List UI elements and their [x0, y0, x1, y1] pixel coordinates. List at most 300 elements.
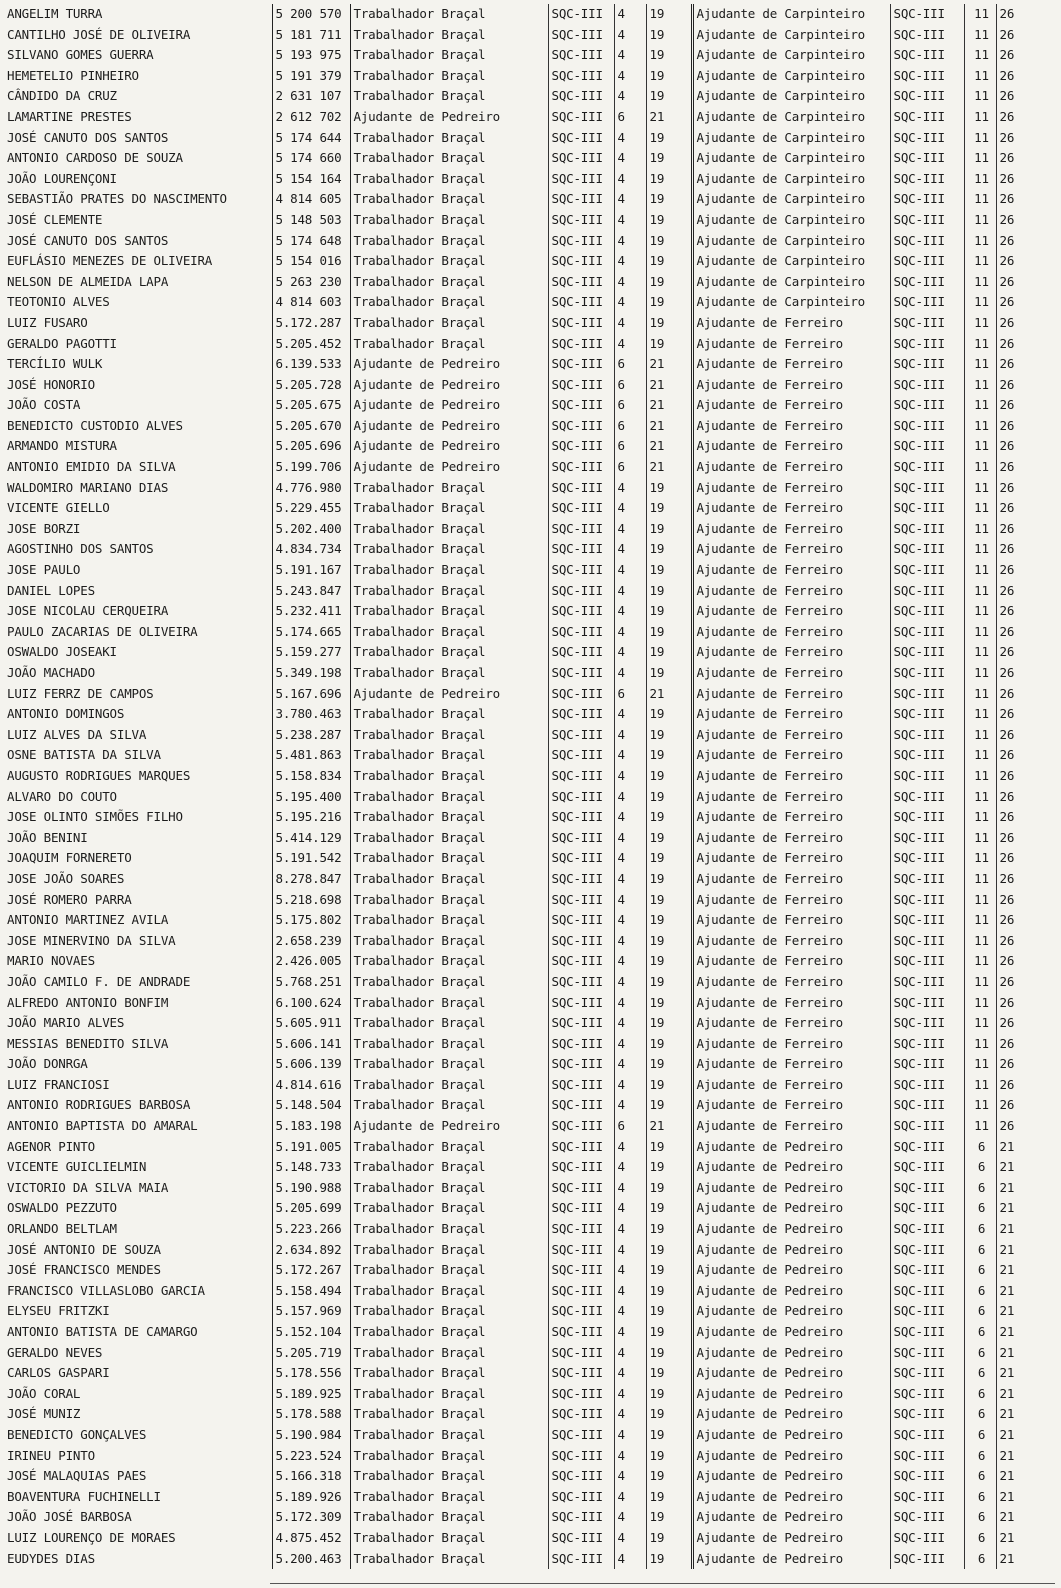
current-level-cell: 19 [646, 1157, 692, 1178]
current-class-cell: SQC-III [548, 581, 614, 602]
current-function-cell: Trabalhador Braçal [350, 1240, 548, 1261]
new-function-cell: Ajudante de Ferreiro [692, 725, 890, 746]
employee-name-cell: MESSIAS BENEDITO SILVA [4, 1034, 272, 1055]
new-function-cell: Ajudante de Pedreiro [692, 1137, 890, 1158]
table-row [4, 1549, 1054, 1570]
new-function-cell: Ajudante de Pedreiro [692, 1198, 890, 1219]
current-function-cell: Trabalhador Braçal [350, 313, 548, 334]
new-class-cell: SQC-III [890, 45, 964, 66]
employee-name-cell: JOÃO LOURENÇONI [4, 169, 272, 190]
new-level-cell: 26 [999, 912, 1015, 928]
current-reference-cell: 4 [614, 1301, 646, 1322]
new-function-cell: Ajudante de Ferreiro [692, 416, 890, 437]
employee-name-cell: NELSON DE ALMEIDA LAPA [4, 272, 272, 293]
new-class-cell: SQC-III [890, 251, 964, 272]
current-reference-cell: 6 [614, 416, 646, 437]
current-class-cell: SQC-III [548, 1260, 614, 1281]
current-reference-cell: 4 [614, 622, 646, 643]
current-level-cell: 19 [646, 1322, 692, 1343]
current-function-cell: Trabalhador Braçal [350, 931, 548, 952]
new-level-cell: 26 [999, 273, 1015, 289]
current-function-cell: Ajudante de Pedreiro [350, 457, 548, 478]
registration-number-cell: 5.158.834 [272, 766, 350, 787]
personnel-roll-table [4, 4, 1054, 1569]
new-function-cell: Ajudante de Pedreiro [692, 1363, 890, 1384]
table-row [4, 128, 1054, 149]
new-function-cell: Ajudante de Carpinteiro [692, 148, 890, 169]
new-level-cell: 21 [999, 1303, 1015, 1319]
new-reference-cell: 11 [964, 828, 996, 849]
current-function-cell: Trabalhador Braçal [350, 828, 548, 849]
table-row [4, 1198, 1054, 1219]
current-class-cell: SQC-III [548, 642, 614, 663]
table-row [4, 148, 1054, 169]
current-reference-cell: 4 [614, 766, 646, 787]
new-level-cell: 26 [999, 479, 1015, 495]
current-function-cell: Trabalhador Braçal [350, 1507, 548, 1528]
new-level-cell: 26 [999, 1056, 1015, 1072]
new-function-cell: Ajudante de Carpinteiro [692, 251, 890, 272]
table-row [4, 395, 1054, 416]
current-level-cell: 19 [646, 931, 692, 952]
new-level-cell: 26 [999, 706, 1015, 722]
current-level-cell: 19 [646, 745, 692, 766]
current-level-cell: 19 [646, 1095, 692, 1116]
registration-number-cell: 5.606.139 [272, 1054, 350, 1075]
new-reference-cell: 11 [964, 622, 996, 643]
new-reference-cell: 11 [964, 539, 996, 560]
new-class-cell: SQC-III [890, 1157, 964, 1178]
current-class-cell: SQC-III [548, 1384, 614, 1405]
new-reference-cell: 6 [964, 1137, 996, 1158]
current-reference-cell: 4 [614, 313, 646, 334]
new-level-cell: 26 [999, 1118, 1015, 1134]
new-level-cell: 26 [999, 1035, 1015, 1051]
new-class-cell: SQC-III [890, 1013, 964, 1034]
table-row [4, 931, 1054, 952]
new-function-cell: Ajudante de Ferreiro [692, 436, 890, 457]
current-level-cell: 19 [646, 828, 692, 849]
table-row [4, 1240, 1054, 1261]
table-row [4, 1322, 1054, 1343]
new-class-cell: SQC-III [890, 1075, 964, 1096]
current-reference-cell: 6 [614, 1116, 646, 1137]
current-reference-cell: 4 [614, 910, 646, 931]
new-class-cell: SQC-III [890, 1404, 964, 1425]
current-level-cell: 19 [646, 539, 692, 560]
current-function-cell: Trabalhador Braçal [350, 1281, 548, 1302]
current-function-cell: Trabalhador Braçal [350, 1178, 548, 1199]
registration-number-cell: 6.100.624 [272, 993, 350, 1014]
current-function-cell: Trabalhador Braçal [350, 1034, 548, 1055]
current-reference-cell: 4 [614, 1507, 646, 1528]
current-level-cell: 19 [646, 66, 692, 87]
new-reference-cell: 11 [964, 25, 996, 46]
current-level-cell: 19 [646, 581, 692, 602]
employee-name-cell: JOSÉ HONORIO [4, 375, 272, 396]
registration-number-cell: 2.634.892 [272, 1240, 350, 1261]
current-level-cell: 19 [646, 951, 692, 972]
current-class-cell: SQC-III [548, 1487, 614, 1508]
current-function-cell: Trabalhador Braçal [350, 663, 548, 684]
current-level-cell: 19 [646, 478, 692, 499]
new-function-cell: Ajudante de Ferreiro [692, 478, 890, 499]
new-reference-cell: 6 [964, 1343, 996, 1364]
current-level-cell: 19 [646, 313, 692, 334]
new-function-cell: Ajudante de Ferreiro [692, 581, 890, 602]
table-row [4, 1054, 1054, 1075]
registration-number-cell: 2 631 107 [272, 86, 350, 107]
table-row [4, 272, 1054, 293]
registration-number-cell: 5 154 164 [272, 169, 350, 190]
current-level-cell: 19 [646, 1507, 692, 1528]
current-class-cell: SQC-III [548, 1219, 614, 1240]
current-class-cell: SQC-III [548, 272, 614, 293]
current-level-cell: 21 [646, 375, 692, 396]
new-class-cell: SQC-III [890, 993, 964, 1014]
new-class-cell: SQC-III [890, 1507, 964, 1528]
current-reference-cell: 4 [614, 560, 646, 581]
new-reference-cell: 11 [964, 128, 996, 149]
current-level-cell: 21 [646, 457, 692, 478]
table-row [4, 1404, 1054, 1425]
table-row [4, 4, 1054, 25]
new-level-cell: 26 [999, 1097, 1015, 1113]
registration-number-cell: 5.205.728 [272, 375, 350, 396]
current-level-cell: 19 [646, 910, 692, 931]
current-function-cell: Trabalhador Braçal [350, 910, 548, 931]
registration-number-cell: 6.139.533 [272, 354, 350, 375]
current-reference-cell: 4 [614, 1137, 646, 1158]
new-function-cell: Ajudante de Ferreiro [692, 951, 890, 972]
current-function-cell: Trabalhador Braçal [350, 1528, 548, 1549]
employee-name-cell: SEBASTIÃO PRATES DO NASCIMENTO [4, 189, 272, 210]
current-reference-cell: 4 [614, 931, 646, 952]
new-class-cell: SQC-III [890, 1198, 964, 1219]
table-row [4, 1075, 1054, 1096]
registration-number-cell: 5.189.926 [272, 1487, 350, 1508]
new-function-cell: Ajudante de Ferreiro [692, 1095, 890, 1116]
new-level-cell: 21 [999, 1200, 1015, 1216]
new-class-cell: SQC-III [890, 622, 964, 643]
new-function-cell: Ajudante de Carpinteiro [692, 86, 890, 107]
registration-number-cell: 2.426.005 [272, 951, 350, 972]
new-reference-cell: 11 [964, 807, 996, 828]
current-function-cell: Trabalhador Braçal [350, 1013, 548, 1034]
table-row [4, 1487, 1054, 1508]
current-reference-cell: 4 [614, 787, 646, 808]
registration-number-cell: 5.158.494 [272, 1281, 350, 1302]
current-class-cell: SQC-III [548, 478, 614, 499]
current-class-cell: SQC-III [548, 993, 614, 1014]
current-function-cell: Trabalhador Braçal [350, 1198, 548, 1219]
new-reference-cell: 11 [964, 375, 996, 396]
current-function-cell: Ajudante de Pedreiro [350, 107, 548, 128]
current-level-cell: 19 [646, 1363, 692, 1384]
current-level-cell: 19 [646, 890, 692, 911]
registration-number-cell: 5 263 230 [272, 272, 350, 293]
table-row [4, 1343, 1054, 1364]
current-level-cell: 19 [646, 1075, 692, 1096]
new-level-cell: 26 [999, 376, 1015, 392]
registration-number-cell: 5.606.141 [272, 1034, 350, 1055]
new-reference-cell: 6 [964, 1466, 996, 1487]
current-class-cell: SQC-III [548, 292, 614, 313]
current-reference-cell: 4 [614, 1404, 646, 1425]
table-row [4, 869, 1054, 890]
new-function-cell: Ajudante de Ferreiro [692, 972, 890, 993]
current-reference-cell: 4 [614, 848, 646, 869]
table-row [4, 1178, 1054, 1199]
registration-number-cell: 5.175.802 [272, 910, 350, 931]
current-level-cell: 19 [646, 787, 692, 808]
new-level-cell: 21 [999, 1468, 1015, 1484]
current-class-cell: SQC-III [548, 148, 614, 169]
employee-name-cell: AGENOR PINTO [4, 1137, 272, 1158]
new-reference-cell: 11 [964, 787, 996, 808]
current-reference-cell: 4 [614, 1219, 646, 1240]
new-function-cell: Ajudante de Pedreiro [692, 1281, 890, 1302]
new-level-cell: 26 [999, 170, 1015, 186]
registration-number-cell: 4.875.452 [272, 1528, 350, 1549]
current-class-cell: SQC-III [548, 869, 614, 890]
current-reference-cell: 4 [614, 1054, 646, 1075]
new-level-cell: 26 [999, 438, 1015, 454]
new-function-cell: Ajudante de Ferreiro [692, 1116, 890, 1137]
table-row [4, 1466, 1054, 1487]
new-class-cell: SQC-III [890, 1240, 964, 1261]
employee-name-cell: JOSÉ MUNIZ [4, 1404, 272, 1425]
employee-name-cell: AUGUSTO RODRIGUES MARQUES [4, 766, 272, 787]
registration-number-cell: 8.278.847 [272, 869, 350, 890]
table-row [4, 704, 1054, 725]
current-reference-cell: 4 [614, 807, 646, 828]
employee-name-cell: JOÃO CAMILO F. DE ANDRADE [4, 972, 272, 993]
table-row [4, 581, 1054, 602]
current-level-cell: 19 [646, 169, 692, 190]
table-row [4, 334, 1054, 355]
employee-name-cell: OSWALDO JOSEAKI [4, 642, 272, 663]
new-class-cell: SQC-III [890, 828, 964, 849]
current-class-cell: SQC-III [548, 684, 614, 705]
registration-number-cell: 5.159.277 [272, 642, 350, 663]
employee-name-cell: JOÃO JOSÉ BARBOSA [4, 1507, 272, 1528]
table-row [4, 1281, 1054, 1302]
new-class-cell: SQC-III [890, 766, 964, 787]
registration-number-cell: 5.229.455 [272, 498, 350, 519]
table-row [4, 766, 1054, 787]
new-reference-cell: 6 [964, 1549, 996, 1570]
new-class-cell: SQC-III [890, 354, 964, 375]
current-function-cell: Trabalhador Braçal [350, 498, 548, 519]
current-function-cell: Trabalhador Braçal [350, 890, 548, 911]
new-class-cell: SQC-III [890, 1137, 964, 1158]
new-function-cell: Ajudante de Ferreiro [692, 787, 890, 808]
new-reference-cell: 6 [964, 1363, 996, 1384]
registration-number-cell: 2.658.239 [272, 931, 350, 952]
new-reference-cell: 11 [964, 1075, 996, 1096]
table-row [4, 993, 1054, 1014]
employee-name-cell: MARIO NOVAES [4, 951, 272, 972]
employee-name-cell: JOSÉ CANUTO DOS SANTOS [4, 128, 272, 149]
new-level-cell: 26 [999, 88, 1015, 104]
new-class-cell: SQC-III [890, 169, 964, 190]
new-class-cell: SQC-III [890, 560, 964, 581]
new-reference-cell: 6 [964, 1404, 996, 1425]
table-row [4, 1384, 1054, 1405]
new-reference-cell: 11 [964, 86, 996, 107]
new-reference-cell: 6 [964, 1507, 996, 1528]
current-function-cell: Trabalhador Braçal [350, 251, 548, 272]
current-function-cell: Trabalhador Braçal [350, 231, 548, 252]
registration-number-cell: 4 814 605 [272, 189, 350, 210]
registration-number-cell: 5.167.696 [272, 684, 350, 705]
current-class-cell: SQC-III [548, 1054, 614, 1075]
new-class-cell: SQC-III [890, 478, 964, 499]
current-reference-cell: 4 [614, 1343, 646, 1364]
current-reference-cell: 4 [614, 1075, 646, 1096]
current-function-cell: Trabalhador Braçal [350, 1219, 548, 1240]
current-function-cell: Trabalhador Braçal [350, 66, 548, 87]
employee-name-cell: SILVANO GOMES GUERRA [4, 45, 272, 66]
table-row [4, 498, 1054, 519]
new-function-cell: Ajudante de Carpinteiro [692, 210, 890, 231]
current-level-cell: 19 [646, 1425, 692, 1446]
current-reference-cell: 4 [614, 539, 646, 560]
new-function-cell: Ajudante de Ferreiro [692, 1054, 890, 1075]
registration-number-cell: 5.238.287 [272, 725, 350, 746]
current-level-cell: 19 [646, 1240, 692, 1261]
current-level-cell: 21 [646, 684, 692, 705]
table-row [4, 1116, 1054, 1137]
new-reference-cell: 11 [964, 416, 996, 437]
registration-number-cell: 5 174 644 [272, 128, 350, 149]
current-reference-cell: 4 [614, 128, 646, 149]
current-class-cell: SQC-III [548, 1446, 614, 1467]
new-level-cell: 21 [999, 1488, 1015, 1504]
registration-number-cell: 5.205.719 [272, 1343, 350, 1364]
current-level-cell: 19 [646, 1178, 692, 1199]
current-level-cell: 21 [646, 395, 692, 416]
current-class-cell: SQC-III [548, 395, 614, 416]
current-level-cell: 21 [646, 416, 692, 437]
current-function-cell: Trabalhador Braçal [350, 45, 548, 66]
new-function-cell: Ajudante de Ferreiro [692, 334, 890, 355]
employee-name-cell: JOSE PAULO [4, 560, 272, 581]
new-function-cell: Ajudante de Pedreiro [692, 1178, 890, 1199]
employee-name-cell: JOAQUIM FORNERETO [4, 848, 272, 869]
employee-name-cell: TEOTONIO ALVES [4, 292, 272, 313]
registration-number-cell: 5.232.411 [272, 601, 350, 622]
new-level-cell: 26 [999, 232, 1015, 248]
current-level-cell: 19 [646, 519, 692, 540]
current-reference-cell: 4 [614, 1466, 646, 1487]
employee-name-cell: JOSE NICOLAU CERQUEIRA [4, 601, 272, 622]
employee-name-cell: HEMETELIO PINHEIRO [4, 66, 272, 87]
new-class-cell: SQC-III [890, 1322, 964, 1343]
new-level-cell: 21 [999, 1365, 1015, 1381]
registration-number-cell: 5.349.198 [272, 663, 350, 684]
new-class-cell: SQC-III [890, 457, 964, 478]
table-row [4, 519, 1054, 540]
current-reference-cell: 4 [614, 66, 646, 87]
registration-number-cell: 4 814 603 [272, 292, 350, 313]
current-level-cell: 19 [646, 1487, 692, 1508]
current-function-cell: Trabalhador Braçal [350, 725, 548, 746]
new-function-cell: Ajudante de Pedreiro [692, 1507, 890, 1528]
current-level-cell: 21 [646, 107, 692, 128]
current-function-cell: Trabalhador Braçal [350, 1549, 548, 1570]
current-class-cell: SQC-III [548, 807, 614, 828]
current-class-cell: SQC-III [548, 1240, 614, 1261]
new-function-cell: Ajudante de Carpinteiro [692, 4, 890, 25]
employee-name-cell: ANTONIO BAPTISTA DO AMARAL [4, 1116, 272, 1137]
current-reference-cell: 4 [614, 169, 646, 190]
new-level-cell: 26 [999, 973, 1015, 989]
new-level-cell: 26 [999, 932, 1015, 948]
current-level-cell: 19 [646, 1301, 692, 1322]
new-function-cell: Ajudante de Pedreiro [692, 1446, 890, 1467]
employee-name-cell: LUIZ LOURENÇO DE MORAES [4, 1528, 272, 1549]
new-class-cell: SQC-III [890, 375, 964, 396]
current-class-cell: SQC-III [548, 231, 614, 252]
employee-name-cell: JOSÉ CANUTO DOS SANTOS [4, 231, 272, 252]
new-class-cell: SQC-III [890, 910, 964, 931]
new-class-cell: SQC-III [890, 1260, 964, 1281]
new-level-cell: 26 [999, 129, 1015, 145]
new-class-cell: SQC-III [890, 1219, 964, 1240]
current-reference-cell: 6 [614, 457, 646, 478]
new-function-cell: Ajudante de Ferreiro [692, 931, 890, 952]
current-class-cell: SQC-III [548, 601, 614, 622]
current-reference-cell: 4 [614, 1528, 646, 1549]
employee-name-cell: JOSE JOÃO SOARES [4, 869, 272, 890]
current-level-cell: 19 [646, 1446, 692, 1467]
new-reference-cell: 6 [964, 1178, 996, 1199]
new-level-cell: 26 [999, 582, 1015, 598]
new-function-cell: Ajudante de Ferreiro [692, 848, 890, 869]
new-level-cell: 26 [999, 665, 1015, 680]
table-row [4, 436, 1054, 457]
new-level-cell: 26 [999, 788, 1015, 804]
new-reference-cell: 6 [964, 1240, 996, 1261]
registration-number-cell: 5.199.706 [272, 457, 350, 478]
current-function-cell: Trabalhador Braçal [350, 972, 548, 993]
current-class-cell: SQC-III [548, 848, 614, 869]
new-class-cell: SQC-III [890, 128, 964, 149]
current-reference-cell: 4 [614, 642, 646, 663]
current-class-cell: SQC-III [548, 498, 614, 519]
current-class-cell: SQC-III [548, 519, 614, 540]
registration-number-cell: 5.205.670 [272, 416, 350, 437]
current-reference-cell: 4 [614, 1322, 646, 1343]
registration-number-cell: 5.157.969 [272, 1301, 350, 1322]
current-class-cell: SQC-III [548, 663, 614, 684]
new-function-cell: Ajudante de Ferreiro [692, 601, 890, 622]
employee-name-cell: ANGELIM TURRA [4, 4, 272, 25]
new-class-cell: SQC-III [890, 498, 964, 519]
new-reference-cell: 11 [964, 169, 996, 190]
new-reference-cell: 6 [964, 1301, 996, 1322]
current-level-cell: 19 [646, 189, 692, 210]
new-level-cell: 26 [999, 953, 1015, 969]
new-class-cell: SQC-III [890, 807, 964, 828]
current-level-cell: 19 [646, 1260, 692, 1281]
new-reference-cell: 11 [964, 745, 996, 766]
new-function-cell: Ajudante de Pedreiro [692, 1219, 890, 1240]
new-function-cell: Ajudante de Ferreiro [692, 642, 890, 663]
current-level-cell: 19 [646, 86, 692, 107]
